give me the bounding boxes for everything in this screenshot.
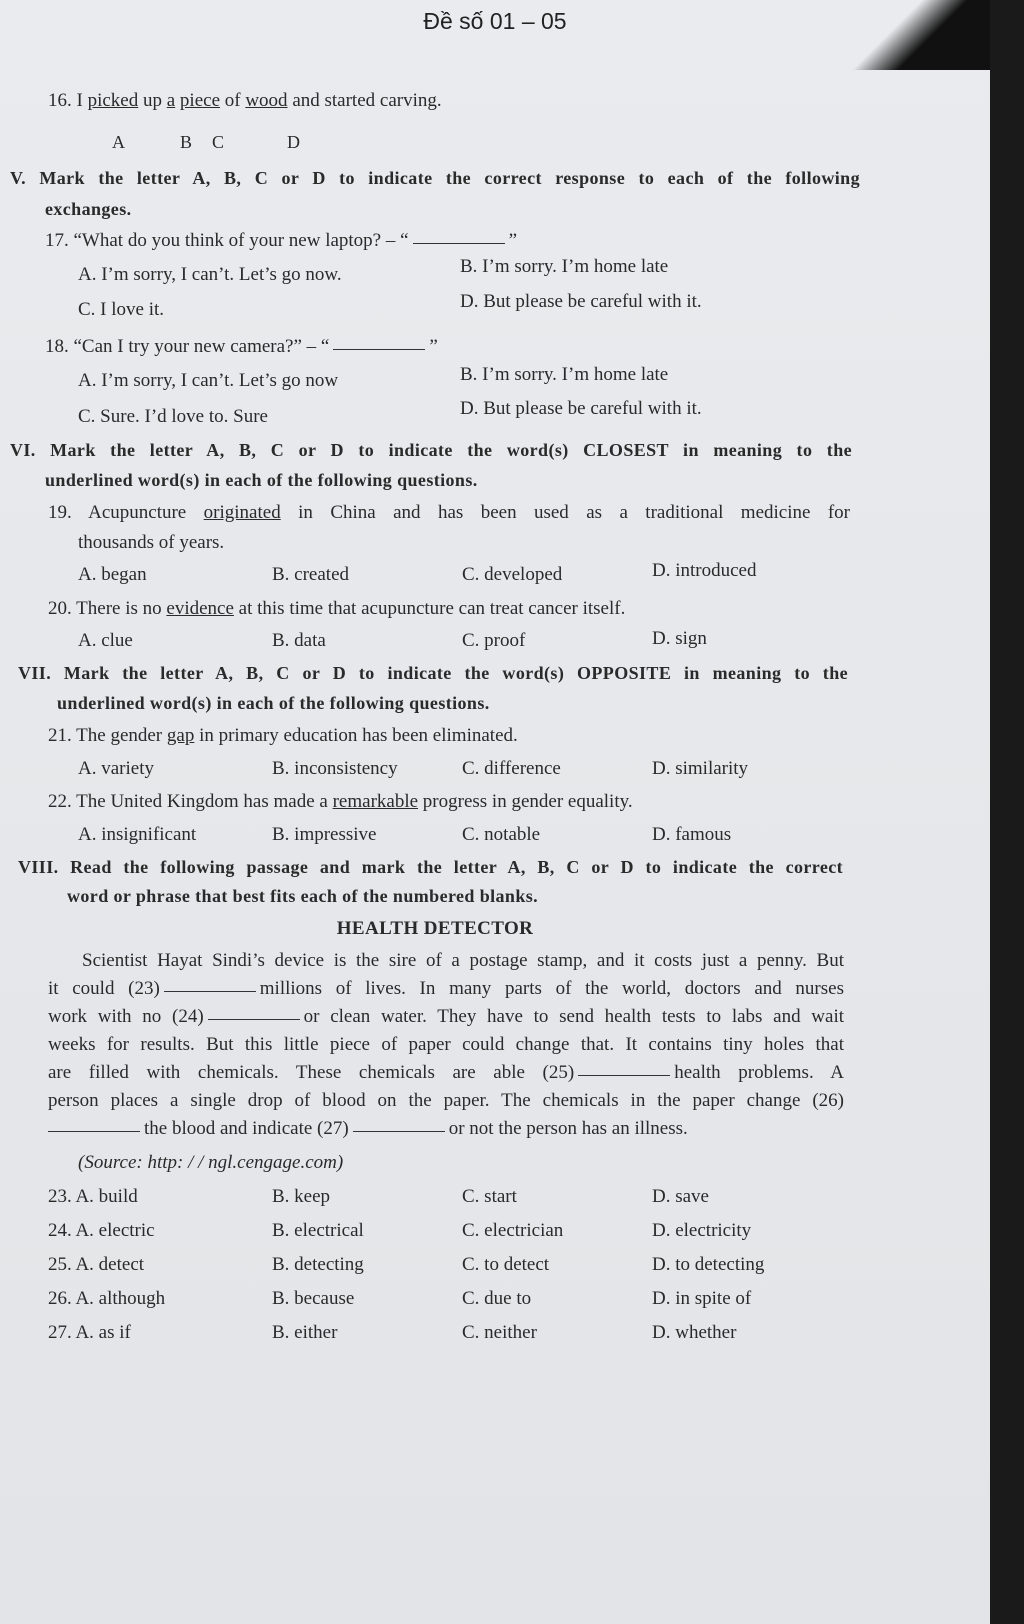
q27-option-b: B. either (272, 1322, 338, 1343)
passage-line-7: the blood and indicate (27) or not the person has an illness. (48, 1118, 688, 1140)
passage-source: (Source: http: / / ngl.cengage.com) (78, 1152, 344, 1173)
q25-option-a: 25. A. detect (48, 1254, 145, 1275)
q20-option-a: A. clue (78, 630, 133, 651)
blank-25 (578, 1075, 670, 1076)
blank-24 (208, 1019, 300, 1020)
answer-blank (333, 349, 425, 350)
passage-line-4: weeks for results. But this little piece of paper could change that. It contains tiny holes that (48, 1034, 844, 1055)
section-viii-title-cont: word or phrase that best fits each of the numbered blanks. (67, 886, 539, 906)
q18-option-b: B. I’m sorry. I’m home late (460, 364, 669, 385)
q18-option-c: C. Sure. I’d love to. Sure (78, 406, 268, 427)
q16-underline-c: piece (179, 90, 220, 111)
passage-line-5: are filled with chemicals. These chemicals are able (25) health problems. A (48, 1062, 844, 1083)
q17-option-c: C. I love it. (78, 299, 165, 320)
question-19: 19. Acupuncture originated in China and has been used as a traditional medicine for (48, 502, 851, 523)
passage-line-3: work with no (24) or clean water. They have to send health tests to labs and wait (48, 1006, 845, 1027)
q27-option-c: C. neither (462, 1322, 537, 1343)
q16-mark-c: C (212, 132, 225, 152)
q17-option-a: A. I’m sorry, I can’t. Let’s go now. (78, 264, 342, 285)
q19-underlined-word: originated (203, 502, 281, 523)
q20-option-d: D. sign (652, 628, 707, 649)
q16-underline-a: picked (87, 90, 139, 111)
question-17: 17. “What do you think of your new laptop? – “ ” (45, 230, 517, 251)
q25-option-d: D. to detecting (652, 1254, 765, 1275)
q21-option-d: D. similarity (652, 758, 749, 779)
q19-option-c: C. developed (462, 564, 563, 585)
section-vi-title: VI. Mark the letter A, B, C or D to indicate the word(s) CLOSEST in meaning to the (10, 440, 852, 460)
q19-option-d: D. introduced (652, 560, 757, 581)
q24-option-b: B. electrical (272, 1220, 364, 1241)
q23-option-d: D. save (652, 1186, 709, 1207)
q22-option-c: C. notable (462, 824, 541, 845)
section-viii-title: VIII. Read the following passage and mark the letter A, B, C or D to indicate the correct (18, 857, 843, 877)
section-v-title: V. Mark the letter A, B, C or D to indicate the correct response to each of the following (10, 168, 860, 188)
answer-blank (413, 243, 505, 244)
q16-underline-b: a (166, 90, 176, 111)
page-header: Đề số 01 – 05 (423, 8, 567, 34)
passage-line-2: it could (23) millions of lives. In many parts of the world, doctors and nurses (48, 978, 844, 999)
question-22: 22. The United Kingdom has made a remarkable progress in gender equality. (48, 791, 633, 812)
q22-option-d: D. famous (652, 824, 732, 845)
q18-option-d: D. But please be careful with it. (460, 398, 702, 419)
q22-option-b: B. impressive (272, 824, 377, 845)
blank-27 (353, 1131, 445, 1132)
q16-mark-b: B (180, 132, 193, 152)
q19-option-a: A. began (78, 564, 147, 585)
q26-option-b: B. because (272, 1288, 355, 1309)
q24-option-c: C. electrician (462, 1220, 564, 1241)
q24-option-d: D. electricity (652, 1220, 752, 1241)
q20-option-c: C. proof (462, 630, 526, 651)
q20-underlined-word: evidence (166, 598, 234, 619)
question-16: 16. I picked up a piece of wood and started carving. (48, 90, 442, 111)
q21-underlined-word: gap (166, 725, 195, 746)
question-20: 20. There is no evidence at this time that acupuncture can treat cancer itself. (48, 598, 626, 619)
passage-line-1: Scientist Hayat Sindi’s device is the sire of a postage stamp, and it costs just a penny. But (82, 950, 844, 971)
passage-line-6: person places a single drop of blood on the paper. The chemicals in the paper change (26) (48, 1090, 844, 1111)
q27-option-d: D. whether (652, 1322, 737, 1343)
q17-option-d: D. But please be careful with it. (460, 291, 702, 312)
q23-option-c: C. start (462, 1186, 517, 1207)
q26-option-a: 26. A. although (48, 1288, 166, 1309)
q24-option-a: 24. A. electric (48, 1220, 155, 1241)
q23-option-a: 23. A. build (48, 1186, 138, 1207)
q23-option-b: B. keep (272, 1186, 331, 1207)
question-21: 21. The gender gap in primary education has been eliminated. (48, 725, 518, 746)
q21-option-c: C. difference (462, 758, 561, 779)
q20-option-b: B. data (272, 630, 326, 651)
q26-option-c: C. due to (462, 1288, 532, 1309)
q22-underlined-word: remarkable (332, 791, 419, 812)
q16-underline-d: wood (245, 90, 288, 111)
q17-option-b: B. I’m sorry. I’m home late (460, 256, 669, 277)
q25-option-b: B. detecting (272, 1254, 364, 1275)
q16-mark-d: D (287, 132, 300, 152)
section-v-title-cont: exchanges. (45, 199, 132, 219)
q19-option-b: B. created (272, 564, 350, 585)
blank-23 (164, 991, 256, 992)
q18-option-a: A. I’m sorry, I can’t. Let’s go now (78, 370, 339, 391)
question-18: 18. “Can I try your new camera?” – “ ” (45, 336, 438, 357)
section-vii-title: VII. Mark the letter A, B, C or D to indicate the word(s) OPPOSITE in meaning to the (18, 663, 848, 683)
q25-option-c: C. to detect (462, 1254, 550, 1275)
q27-option-a: 27. A. as if (48, 1322, 131, 1343)
q26-option-d: D. in spite of (652, 1288, 752, 1309)
passage-heading: HEALTH DETECTOR (336, 918, 534, 939)
blank-26 (48, 1131, 140, 1132)
q21-option-a: A. variety (78, 758, 154, 779)
q22-option-a: A. insignificant (78, 824, 197, 845)
q16-mark-a: A (112, 132, 125, 152)
q21-option-b: B. inconsistency (272, 758, 398, 779)
section-vi-title-cont: underlined word(s) in each of the following questions. (45, 470, 478, 490)
question-19-cont: thousands of years. (78, 532, 225, 553)
section-vii-title-cont: underlined word(s) in each of the following questions. (57, 693, 490, 713)
